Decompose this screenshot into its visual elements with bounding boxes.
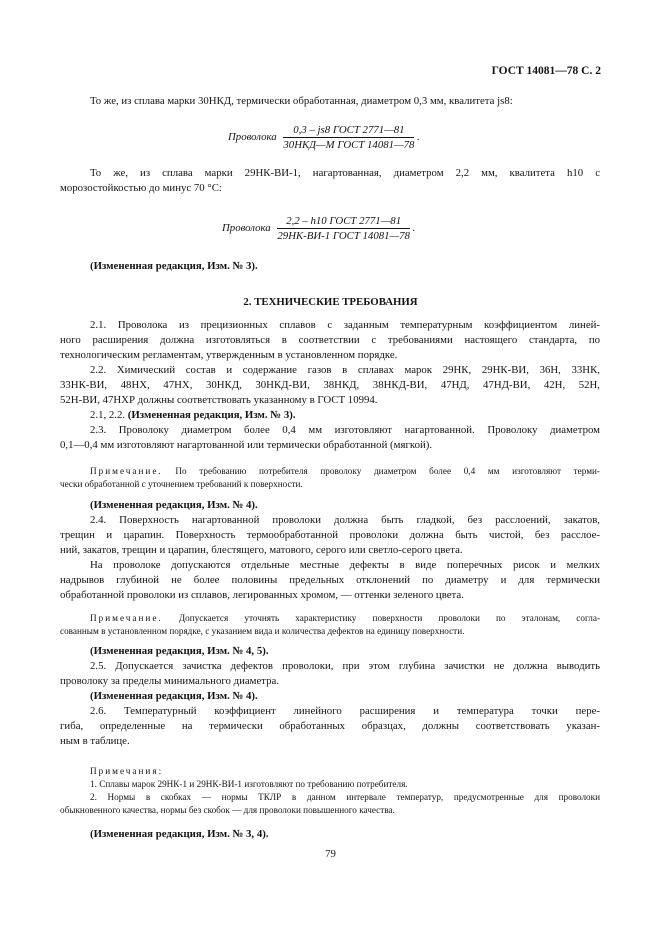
formula-2-end: . [412, 221, 416, 234]
clause-2-1-line: 2.1. Проволока из прецизионных сплавов с заданным температурным коэффициентом линей- [90, 319, 600, 331]
notes-3-label: Примечания: [90, 766, 164, 776]
formula-2-fraction [277, 215, 410, 242]
clause-2-2-line: 2.2. Химический состав и содержание газов в сплавах марок 29НК, 29НК-ВИ, 36Н, 33НК, [90, 364, 600, 376]
revision-note: (Измененная редакция, Изм. № 4). [90, 499, 258, 511]
revision-note-line [60, 689, 600, 704]
formula-1 [228, 124, 420, 151]
clause-2-1-2-2-revision [60, 408, 600, 423]
clause-2-5-line: проволоку за пределы минимального диаметра. [60, 675, 280, 687]
page-header: ГОСТ 14081—78 С. 2 [491, 65, 601, 77]
revision-note: (Измененная редакция, Изм. № 3, 4). [90, 828, 269, 840]
note-1-text: По требованию потребителя проволоку диаметром более 0,4 мм изготовляют терми- [175, 466, 600, 476]
intro-paragraph-1: То же, из сплава марки 30НКД, термически обработанная, диаметром 0,3 мм, квалитета js8: [90, 95, 513, 107]
section-title: 2. ТЕХНИЧЕСКИЕ ТРЕБОВАНИЯ [243, 296, 418, 308]
notes-3-label-line [60, 765, 600, 778]
clause-2-3-line: 2.3. Проволоку диаметром более 0,4 мм изготовляют нагартованной. Проволоку диаметром [90, 424, 600, 436]
page-number: 79 [325, 848, 336, 860]
clause-2-6-line: гиба, определенные на термически обработанных образцах, должны соответствовать указан- [60, 720, 600, 732]
main-text [60, 318, 600, 842]
note-2-line: сованным в установленном порядке, с указанием вида и количества дефектов на единицу поверхности. [60, 626, 465, 636]
notes-3-item: 2. Нормы в скобках — нормы ТКЛР в данном интервале температур, предусмотренные для проволоки [90, 792, 600, 802]
revision-note: (Измененная редакция, Изм. № 4, 5). [90, 645, 269, 657]
clause-2-2-line: 52Н-ВИ, 47НХР должны соответствовать указанному в ГОСТ 10994. [60, 394, 378, 406]
formula-2-denominator: 29НК-ВИ-1 ГОСТ 14081—78 [277, 230, 410, 242]
clause-2-4-defects-line: обработанной проволоки из сплавов, легированных хромом, — оттенки зеленого цвета. [60, 589, 464, 601]
note-2-line [60, 612, 600, 625]
clause-2-6-line: 2.6. Температурный коэффициент линейного расширения и температура точки пере- [90, 705, 600, 717]
clause-2-3-line: 0,1—0,4 мм изготовляют нагартованной или термически обработанной (мягкой). [60, 439, 433, 451]
revision-note-line [60, 827, 600, 842]
note-1-label: Примечание. [90, 466, 163, 476]
note-2-text: Допускается уточнять характеристику поверхности проволоки по эталонам, согла- [178, 613, 601, 623]
note-2-label: Примечание. [90, 613, 163, 623]
formula-2-label: Проволока [222, 221, 271, 234]
formula-1-label: Проволока [228, 130, 277, 143]
clause-ref: 2.1, 2.2. [90, 409, 126, 421]
formula-1-denominator: 30НКД—М ГОСТ 14081—78 [283, 139, 415, 151]
notes-3-item: обыкновенного качества, нормы без скобок — для проволоки повышенного качества. [60, 805, 395, 815]
intro-2-line: морозостойкостью до минус 70 °С: [60, 182, 222, 194]
clause-2-6-line: ным в таблице. [60, 735, 130, 747]
revision-note-line [60, 644, 600, 659]
clause-2-4-line: 2.4. Поверхность нагартованной проволоки должна быть гладкой, без расслоений, закатов, [90, 514, 600, 526]
note-1-line: чески обработанной с уточнением требований к поверхности. [60, 479, 303, 489]
revision-note: (Измененная редакция, Изм. № 3). [90, 260, 258, 272]
notes-3-item: 1. Сплавы марок 29НК-1 и 29НК-ВИ-1 изготовляют по требованию потребителя. [90, 779, 408, 789]
formula-1-numerator: 0,3 – js8 ГОСТ 2771—81 [283, 124, 414, 138]
clause-2-1-line: технологическим регламентам, утвержденным в установленном порядке. [60, 349, 398, 361]
intro-2-line: То же, из сплава марки 29НК-ВИ-1, нагартованная, диаметром 2,2 мм, квалитета h10 с [90, 167, 600, 179]
note-1-line [60, 465, 600, 478]
clause-2-4-line: ний, закатов, трещин и царапин, блестящего, матового, серого или светло-серого цвета. [60, 544, 463, 556]
clause-2-5-line: 2.5. Допускается зачистка дефектов проволоки, при этом глубина зачистки не должна выводить [90, 660, 600, 672]
clause-2-1-line: ного расширения должна изготовляться в соответствии с требованиями настоящего стандарта, по [60, 334, 600, 346]
revision-note: (Измененная редакция, Изм. № 4). [90, 690, 258, 702]
revision-note-line [60, 498, 600, 513]
revision-note: (Измененная редакция, Изм. № 3). [127, 409, 296, 421]
formula-1-fraction [283, 124, 414, 151]
intro-paragraph-2 [60, 166, 600, 196]
clause-2-2-line: 33НК-ВИ, 48НХ, 47НХ, 30НКД, 30НКД-ВИ, 38НКД, 38НКД-ВИ, 47НД, 47НД-ВИ, 42Н, 52Н, [60, 379, 600, 391]
formula-2 [222, 215, 415, 242]
clause-2-4-line: трещин и царапин. Поверхность термообработанной проволоки должна быть чистой, без расслое- [60, 529, 600, 541]
formula-2-numerator: 2,2 – h10 ГОСТ 2771—81 [277, 215, 410, 229]
clause-2-4-defects-line: На проволоке допускаются отдельные местные дефекты в виде поперечных рисок и мелких [90, 559, 600, 571]
clause-2-4-defects-line: надрывов глубиной не более половины предельных отклонений по диаметру и для термически [60, 574, 600, 586]
formula-1-end: . [417, 130, 420, 143]
